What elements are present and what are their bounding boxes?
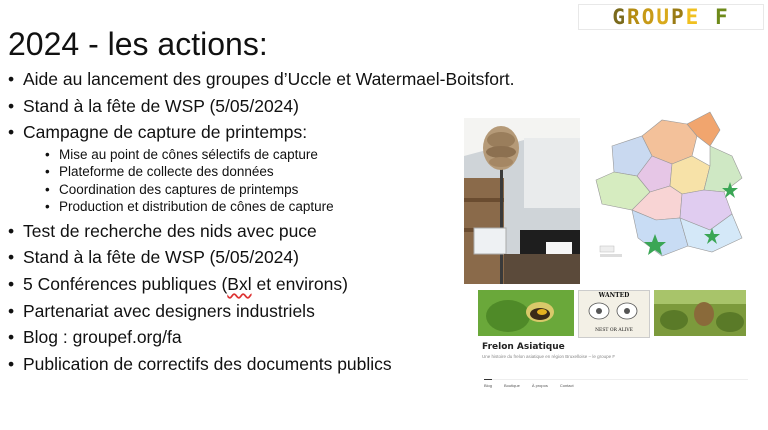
- blog-nav-item[interactable]: Boutique: [504, 383, 520, 388]
- sub-list: [23, 146, 468, 216]
- wanted-subtext: NEST OR ALIVE: [595, 328, 633, 333]
- blog-nav-item[interactable]: Blog: [484, 379, 492, 388]
- logo-letter: F: [714, 5, 730, 29]
- blog-nav-item[interactable]: Contact: [559, 383, 574, 388]
- logo-letter: R: [627, 5, 642, 29]
- actions-list: [8, 66, 515, 377]
- bullet-item: • Test de recherche des nids avec puce: [8, 218, 468, 245]
- logo-letter: U: [656, 5, 671, 29]
- bullet-item: • Aide au lancement des groupes d’Uccle et Watermael-Boitsfort.: [8, 66, 468, 93]
- logo-letter: P: [671, 5, 686, 29]
- logo-letter: G: [612, 5, 628, 29]
- slide-title: 2024 - les actions:: [8, 26, 268, 62]
- bullet-text: et environs): [251, 273, 348, 294]
- wanted-poster-image: [578, 290, 650, 338]
- blog-nav-item[interactable]: À propos: [531, 383, 548, 388]
- bullet-item: [8, 119, 468, 216]
- blog-tagline: Une histoire du frelon asiatique en région Bruxelloise – le groupe F: [482, 354, 616, 359]
- blog-nav: [484, 379, 748, 388]
- nest-tree-image: [654, 290, 746, 336]
- logo-letter: O: [641, 5, 657, 29]
- bullet-item: • Stand à la fête de WSP (5/05/2024): [8, 244, 468, 271]
- brussels-map: [592, 106, 762, 266]
- blog-images: [478, 290, 748, 336]
- bullet-item: • Partenariat avec designers industriels: [8, 298, 468, 325]
- bullet-item: • Publication de correctifs des documents publics: [8, 351, 468, 378]
- bullet-item: • Blog : groupef.org/fa: [8, 324, 468, 351]
- bullet-item: [8, 271, 468, 298]
- bullet-item: • Stand à la fête de WSP (5/05/2024): [8, 93, 468, 120]
- wanted-text: WANTED: [598, 292, 630, 299]
- sub-bullet-item: • Coordination des captures de printemps: [45, 181, 468, 199]
- sub-bullet-item: • Mise au point de cônes sélectifs de capture: [45, 146, 468, 164]
- blog-title: Frelon Asiatique: [482, 342, 565, 352]
- bullet-text: 5 Conférences publiques (: [23, 273, 228, 294]
- spellcheck-word: Bxl: [227, 273, 252, 294]
- hornet-flower-image: [478, 290, 574, 336]
- logo-letter: [700, 5, 715, 29]
- sub-bullet-item: • Plateforme de collecte des données: [45, 163, 468, 181]
- sub-bullet-item: • Production et distribution de cônes de capture: [45, 198, 468, 216]
- blog-preview: [478, 290, 748, 390]
- groupe-f-logo: [578, 4, 764, 30]
- trap-stand-photo: [464, 118, 580, 284]
- wanted-illustration: [579, 299, 649, 323]
- logo-letter: E: [685, 5, 701, 29]
- bullet-text: Campagne de capture de printemps:: [23, 122, 308, 143]
